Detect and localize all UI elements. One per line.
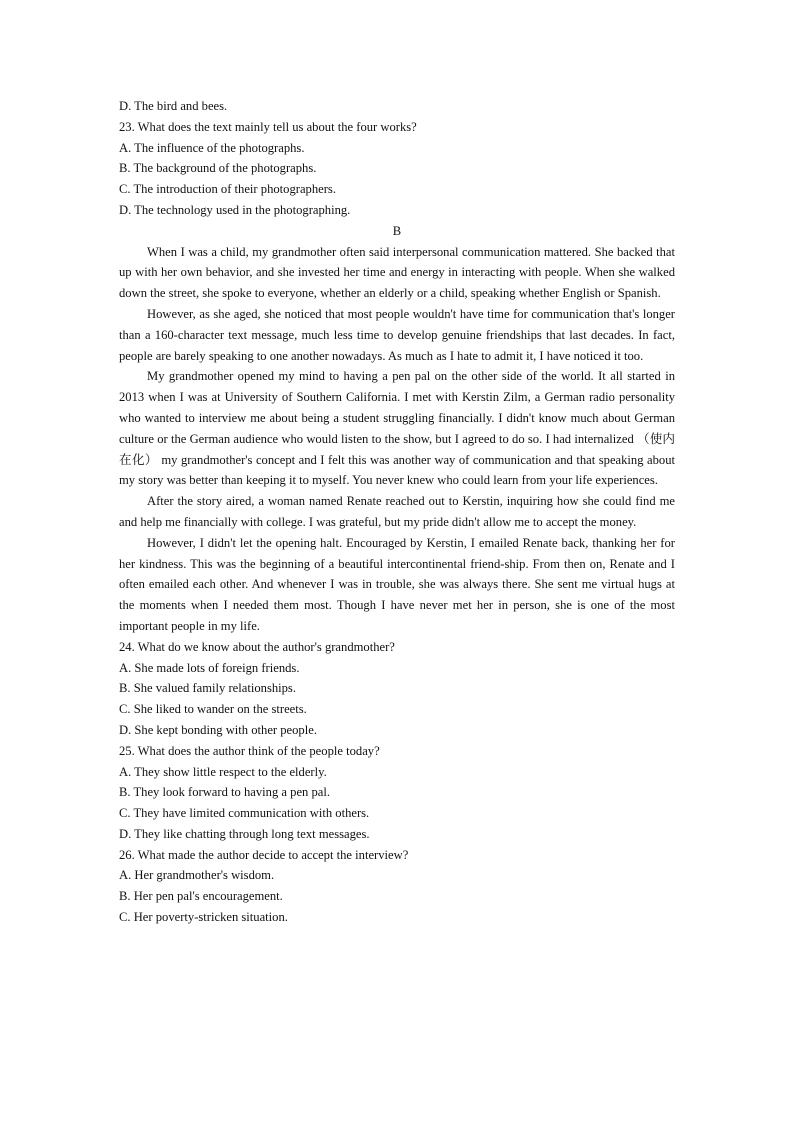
- section-label: B: [392, 223, 402, 238]
- passage-paragraph: However, I didn't let the opening halt. Encouraged by Kerstin, I emailed Renate back, thanking her for her kindness. This was the beginning of a beautiful intercontinental friend-ship. From then on, Renate and I often emailed each other. And whenever I was in trouble, she was always there. She sent me virtual hugs at the moments when I needed them most. Though I have never met her in person, she is one of the most important people in my life.: [119, 535, 675, 633]
- question-stem: 24. What do we know about the author's grandmother?: [119, 639, 395, 654]
- reading-passage: [119, 242, 675, 637]
- passage-paragraph: After the story aired, a woman named Renate reached out to Kerstin, inquiring how she could find me and help me financially with college. I was grateful, but my pride didn't allow me to accept the money.: [119, 494, 675, 529]
- option-a: A. She made lots of foreign friends.: [119, 660, 300, 675]
- question-24: [119, 637, 675, 741]
- option-c: C. The introduction of their photographers.: [119, 182, 336, 197]
- exam-page: [119, 96, 675, 928]
- option-a: A. They show little respect to the elderly.: [119, 764, 327, 779]
- option-a: A. The influence of the photographs.: [119, 140, 305, 155]
- option-d: D. She kept bonding with other people.: [119, 722, 317, 737]
- question-25: [119, 741, 675, 845]
- option-b: B. She valued family relationships.: [119, 681, 296, 696]
- option-c: C. Her poverty-stricken situation.: [119, 910, 288, 925]
- question-stem: 23. What does the text mainly tell us about the four works?: [119, 119, 417, 134]
- passage-paragraph: My grandmother opened my mind to having a pen pal on the other side of the world. It all started in 2013 when I was at University of Southern California. I met with Kerstin Zilm, a German radio personality who wanted to interview me about being a student struggling financially. I didn't know much about German culture or the German audience who would listen to the show, but I agreed to do so. I had internalized （使内在化） my grandmother's concept and I felt this was another way of communication and that speaking about my story was better than keeping it to myself. You never knew who could learn from your life experiences.: [119, 369, 675, 488]
- passage-paragraph: However, as she aged, she noticed that most people wouldn't have time for communication that's longer than a 160-character text message, much less time to develop genuine friendships that last decades. In fact, people are barely speaking to one another nowadays. As much as I hate to admit it, I have noticed it too.: [119, 306, 675, 363]
- question-26: [119, 845, 675, 928]
- option-d: D. The technology used in the photographing.: [119, 202, 351, 217]
- option-c: C. They have limited communication with others.: [119, 806, 370, 821]
- question-stem: 26. What made the author decide to accept the interview?: [119, 847, 409, 862]
- question-stem: 25. What does the author think of the people today?: [119, 743, 380, 758]
- option-a: A. Her grandmother's wisdom.: [119, 868, 275, 883]
- question-23: [119, 117, 675, 221]
- option-b: B. They look forward to having a pen pal.: [119, 785, 331, 800]
- option-b: B. The background of the photographs.: [119, 161, 317, 176]
- previous-question-option-d: D. The bird and bees.: [119, 99, 228, 113]
- passage-paragraph: When I was a child, my grandmother often said interpersonal communication mattered. She backed that up with her own behavior, and she invested her time and energy in interacting with people. When she walked down the street, she spoke to everyone, whether an elderly or a child, speaking whether English or Spanish.: [119, 244, 675, 301]
- option-b: B. Her pen pal's encouragement.: [119, 889, 283, 904]
- option-c: C. She liked to wander on the streets.: [119, 702, 307, 717]
- option-d: D. They like chatting through long text messages.: [119, 826, 370, 841]
